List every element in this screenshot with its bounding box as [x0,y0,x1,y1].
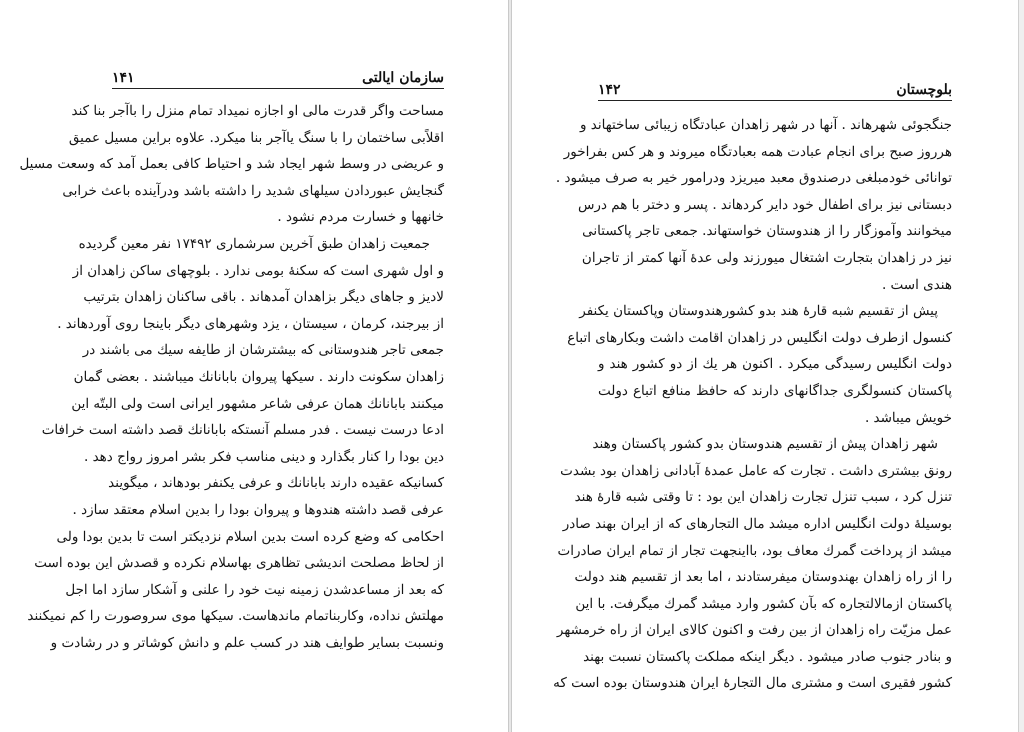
text-line: گنجایش عبوردادن سیلهای شدید را داشته باشد ودرآینده باعث خرابی [62,182,444,199]
text-line: هندی است . [881,276,952,293]
text-line: لادیز و جاهای دیگر بزاهدان آمدهاند . باقی ساکنان زاهدان بترتیب [83,289,444,306]
text-line: تنزل کرد ، سبب تنزل تجارت زاهدان این بود : تا وقتی شبه قارهٔ هند [574,489,952,506]
page-number: ۱۴۱ [112,70,135,86]
text-line: را از راه زاهدان بهندوستان میفرستادند ، اما بعد از تقسیم هند دولت [574,569,952,586]
text-line: دبستانی نیز برای اطفال خود دایر کردهاند . پسر و دختر با هم درس [577,196,952,213]
text-line: کسانیکه عقیده دارند بابانانك و عرفی یکنفر بودهاند ، میگویند [108,475,444,492]
text-line: مهلتش نداده، وکاربناتمام ماندهاست. سیکها موی سروصورت را کم نمیکنند [27,608,444,625]
text-line: بوسیلهٔ دولت انگلیس اداره میشد مال التجارهای که از ایران بهند صادر [562,515,952,532]
text-line: جمعیت زاهدان طبق آخرین سرشماری ۱۷۴۹۲ نفر معین گردیده [78,235,430,252]
text-line: عمل مزیّت راه زاهدان از بین رفت و اکنون کالای ایران از راه خرمشهر [556,622,952,639]
text-line: زاهدان سکونت دارند . سیکها پیروان بابانانك میباشند . بعضی گمان [73,368,444,385]
text-line: و بنادر جنوب صادر میشود . دیگر اینکه مملکت پاکستان نسبت بهند [583,648,952,665]
text-line: کنسول ازطرف دولت انگلیس در زاهدان اقامت داشت وبکارهای اتباع [567,329,952,346]
text-line: عرفی قصد داشته هندوها و پیروان بودا را بدین اسلام معتقد سازد . [72,501,444,518]
running-header-title: بلوچستان [896,82,952,98]
text-line: رونق بیشتری داشت . تجارت که عامل عمدهٔ آبادانی زاهدان بود بشدت [560,462,952,479]
running-header [598,80,952,101]
text-line: هرروز صبح برای انجام عبادت همه بعبادتگاه میروند و هر کس بفراخور [563,143,952,160]
text-line: میخوانند وآموزگار را از هندوستان خواستهاند. جمعی تاجر پاکستانی [582,223,952,240]
text-line: میشد از پرداخت گمرك معاف بود، بااینجهت تجار از تمام ایران صادرات [557,542,952,559]
text-line: جنگجوئی شهرهاند . آنها در شهر زاهدان عبادتگاه زیبائی ساختهاند و [579,117,952,133]
text-line: پیش از تقسیم شبه قارهٔ هند بدو کشورهندوستان وپاکستان یکنفر [579,303,938,320]
page-number: ۱۴۲ [598,82,621,98]
text-line: نیز در زاهدان بتجارت اشتغال میورزند ولی عدهٔ آنها کمتر از تاجران [581,249,952,266]
page-edge [1018,0,1024,732]
text-line: احکامی که وضع کرده است بدین اسلام نزدیکتر است تا بدین بودا ولی [56,528,444,545]
text-line: از لحاظ مصلحت اندیشی تظاهری بهاسلام نکرده و قصدش این بوده است [34,555,444,572]
text-line: دین بودا را کنار بگذارد و دینی مناسب فکر بشر امروز رواج دهد . [84,448,444,465]
text-line: ونسبت بسایر طوایف هند در کسب علم و دانش کوشاتر و در رشادت و [50,634,444,651]
text-line: میکنند بابانانك همان عرفی شاعر مشهور ایرانی است ولی البتّه این [71,395,444,412]
running-header-title: سازمان ایالتی [362,70,444,86]
text-line: و عریضی در وسط شهر ایجاد شد و احتیاط کافی بعمل آمد که وسعت مسیل [19,156,444,173]
text-line: که بعد از مساعدشدن زمینه نیت خود را علنی و آشکار سازد اما اجل [65,581,444,598]
body-text [19,98,444,656]
text-line: توانائی خودمبلغی درصندوق معبد میریزد ودرامور خیر به صرف میشود . [555,170,952,187]
left-page [0,0,508,732]
text-line: شهر زاهدان پیش از تقسیم هندوستان بدو کشور پاکستان وهند [592,436,938,453]
text-line: خویش میباشد . [864,409,952,426]
body-text [553,112,952,697]
running-header [112,68,444,89]
text-line: جمعی تاجر هندوستانی که بیشترشان از طایفه سیك می باشند در [82,342,444,359]
text-line: اقلاًبی ساختمان را با سنگ یاآجر بنا میکرد. علاوه براین مسیل عمیق [68,129,444,146]
text-line: ادعا درست نیست . فدر مسلم آنستکه بابانانك قصد داشته است خرافات [41,422,444,439]
text-line: از بیرجند، کرمان ، سیستان ، یزد وشهرهای دیگر باینجا روی آوردهاند . [57,315,444,332]
text-line: کشور فقیری است و مشتری مال التجارهٔ ایران هندوستان بوده است که [553,675,952,692]
text-line: خانهها و خسارت مردم نشود . [277,209,444,226]
right-page [512,0,1024,732]
text-line: دولت انگلیس رسیدگی میکرد . اکنون هر یك از دو کشور هند و [598,356,952,373]
text-line: پاکستان ازمالالتجاره که بآن کشور وارد میشد گمرك میگرفت. با این [575,595,952,612]
text-line: و اول شهری است که سکنهٔ بومی ندارد . بلوچهای ساکن زاهدان از [72,262,444,279]
text-line: پاکستان کنسولگری جداگانهای دارند که حافظ منافع اتباع دولت [598,382,952,399]
text-line: مساحت واگر قدرت مالی او اجازه نمیداد تمام منزل را باآجر بنا کند [71,103,444,119]
